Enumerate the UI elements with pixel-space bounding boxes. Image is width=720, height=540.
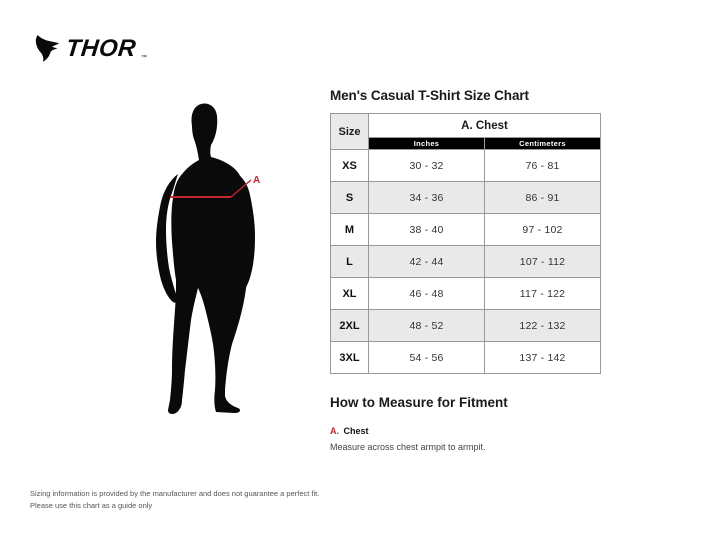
inches-cell: 34 - 36 (369, 182, 485, 214)
inches-cell: 46 - 48 (369, 278, 485, 310)
table-row (331, 214, 601, 246)
brand-logo-text: THOR (64, 34, 138, 62)
size-chart-section (330, 88, 600, 452)
size-chart-table (330, 113, 601, 374)
measure-section-heading: How to Measure for Fitment (330, 395, 508, 410)
column-header-inches: Inches (369, 138, 485, 150)
centimeters-cell: 76 - 81 (485, 150, 601, 182)
table-row (331, 182, 601, 214)
size-cell: XL (331, 278, 369, 310)
table-row (331, 246, 601, 278)
centimeters-cell: 117 - 122 (485, 278, 601, 310)
measure-item-name: Chest (343, 426, 369, 436)
measure-item-description: Measure across chest armpit to armpit. (330, 442, 486, 452)
centimeters-cell: 97 - 102 (485, 214, 601, 246)
size-cell: S (331, 182, 369, 214)
inches-cell: 38 - 40 (369, 214, 485, 246)
thor-helmet-icon (34, 34, 61, 63)
brand-logo (34, 34, 147, 63)
centimeters-cell: 86 - 91 (485, 182, 601, 214)
size-cell: L (331, 246, 369, 278)
centimeters-cell: 107 - 112 (485, 246, 601, 278)
inches-cell: 48 - 52 (369, 310, 485, 342)
size-cell: XS (331, 150, 369, 182)
column-header-size: Size (331, 114, 369, 150)
table-row (331, 150, 601, 182)
trademark-mark: ™ (141, 55, 147, 61)
silhouette-body (168, 104, 248, 414)
male-silhouette (156, 104, 255, 414)
size-cell: 2XL (331, 310, 369, 342)
table-row (331, 310, 601, 342)
disclaimer-line-2: Please use this chart as a guide only (30, 501, 153, 511)
inches-cell: 54 - 56 (369, 342, 485, 374)
size-cell: M (331, 214, 369, 246)
centimeters-cell: 122 - 132 (485, 310, 601, 342)
body-measurement-diagram (130, 92, 310, 432)
disclaimer-line-1: Sizing information is provided by the manufacturer and does not guarantee a perfect fit. (30, 489, 320, 498)
table-row (331, 342, 601, 374)
column-group-header-chest: A. Chest (369, 114, 601, 138)
disclaimer (30, 488, 319, 513)
size-cell: 3XL (331, 342, 369, 374)
inches-cell: 30 - 32 (369, 150, 485, 182)
column-header-centimeters: Centimeters (485, 138, 601, 150)
measure-item-key: A. (330, 426, 339, 436)
measure-item-chest (330, 421, 600, 452)
table-row (331, 278, 601, 310)
size-chart-title: Men's Casual T-Shirt Size Chart (330, 88, 529, 103)
measurement-label-a: A (253, 175, 261, 186)
inches-cell: 42 - 44 (369, 246, 485, 278)
centimeters-cell: 137 - 142 (485, 342, 601, 374)
